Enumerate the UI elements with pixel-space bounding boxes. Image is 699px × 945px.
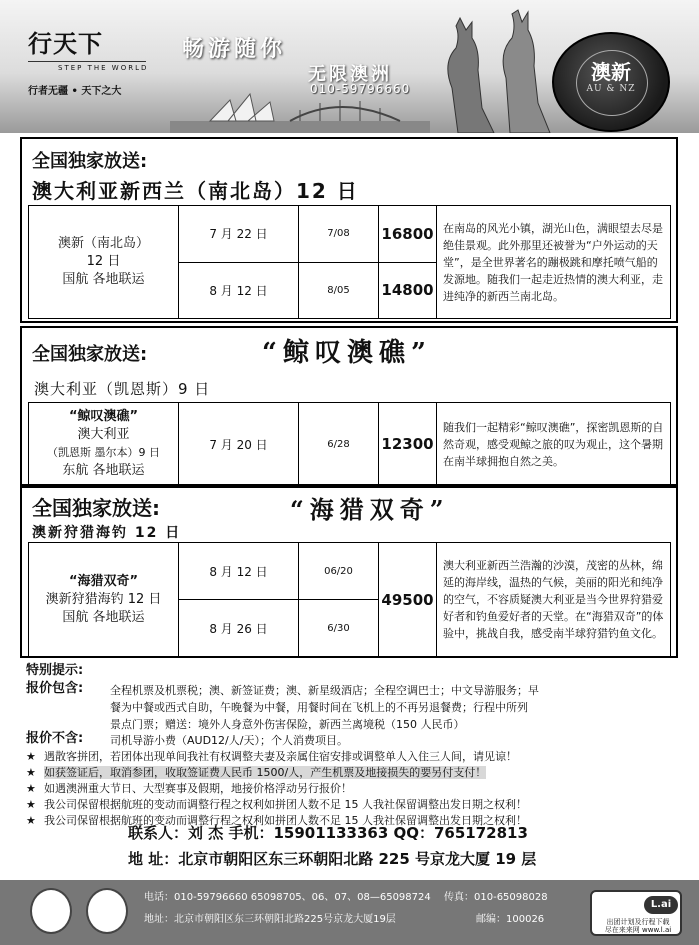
footer-address: 地址：北京市朝阳区东三环朝阳北路225号京龙大厦19层 <box>144 914 396 925</box>
included-line-1: 全程机票及机票税；澳、新签证费；澳、新星级酒店；全程空调巴士；中文导游服务；早 <box>110 684 539 697</box>
footer-phone: 电话：010-59796660 65098705、06、07、08—65098724 <box>144 892 431 903</box>
contact-info: 联系人：刘 杰 手机：15901133363 QQ：765172813 <box>128 824 528 842</box>
section3-table <box>28 542 671 657</box>
kangaroo-icon <box>420 8 570 133</box>
au-nz-seal <box>552 32 670 132</box>
note-item <box>26 764 486 781</box>
description-cell: 澳大利亚新西兰浩瀚的沙漠，茂密的丛林，绵延的海岸线，温热的气候，美丽的阳光和纯净的空气，不容质疑澳大利亚是当今世界狩猎爱好者和钓鱼爱好者的天堂。在“海猎双奇”的体验中，挑战自我，感受南半球狩猎钓鱼文化。 <box>437 543 671 657</box>
star-icon: ★ <box>26 798 36 811</box>
deadline-date: 06/20 <box>299 543 379 600</box>
badge-text: 出团计划及行程下载 尽在来来网 www.l.ai <box>604 918 672 934</box>
deadline-date: 6/28 <box>299 403 379 486</box>
route-name: “鲸叹澳礁” <box>68 409 139 424</box>
section2-title: “鲸叹澳礁” <box>262 338 432 368</box>
route-name: “海猎双奇” <box>68 573 139 589</box>
departure-date: 7 月 22 日 <box>179 206 299 263</box>
departure-date: 8 月 12 日 <box>179 543 299 600</box>
included-line-2: 餐为中餐或西式自助，午晚餐为中餐，用餐时间在飞机上的不再另退餐费；行程中所列 <box>110 701 528 714</box>
table-row <box>29 403 671 486</box>
departure-date: 7 月 20 日 <box>179 403 299 486</box>
section1-table <box>28 205 671 319</box>
note-item <box>26 748 517 765</box>
notes-heading: 特别提示: <box>26 663 84 678</box>
contact-address: 地 址：北京市朝阳区东三环朝阳北路 225 号京龙大厦 19 层 <box>128 850 537 868</box>
route-airline: 国航 各地联运 <box>62 609 145 625</box>
section2-table <box>28 402 671 486</box>
logo-slogan: 行者无疆 • 天下之大 <box>28 86 122 97</box>
star-icon: ★ <box>26 782 36 795</box>
note-text: 如获签证后，取消参团，收取签证费人民币 1500/人，产生机票及地接损失的要另付支付！ <box>44 766 487 779</box>
price-cell: 16800 <box>379 206 437 263</box>
route-cell <box>29 206 179 319</box>
route-name: 澳新（南北岛） <box>57 236 149 251</box>
section3-title: “海猎双奇” <box>290 495 450 524</box>
note-text: 我公司保留根据航班的变动而调整行程之权利如拼团人数不足 15 人我社保留调整出发日期之权利！ <box>44 814 527 827</box>
star-icon: ★ <box>26 766 36 779</box>
excluded-label: 报价不含: <box>26 731 84 746</box>
section3-kicker: 全国独家放送: <box>32 496 160 520</box>
tagline-primary: 畅游随你 <box>182 36 287 62</box>
included-label: 报价包含: <box>26 681 84 696</box>
description-cell: 随我们一起精彩“鲸叹澳礁”，探密凯恩斯的自然奇观，感受观鲸之旅的叹为观止，这个暑期在南半球拥抱自然之美。 <box>437 403 671 486</box>
deadline-date: 8/05 <box>299 262 379 319</box>
route-country: 澳大利亚 <box>77 427 130 442</box>
seal-subtitle: AU & NZ <box>586 84 636 94</box>
route-airline: 国航 各地联运 <box>62 272 145 287</box>
note-text: 我公司保留根据航班的变动而调整行程之权利如拼团人数不足 15 人我社保留调整出发日期之权利！ <box>44 798 527 811</box>
logo-text: 行天下 <box>28 29 103 58</box>
route-days: 澳新狩猎海钓 12 日 <box>45 591 162 607</box>
table-row <box>29 206 671 263</box>
banner-phone: 010-59796660 <box>310 82 411 96</box>
footer-fax: 传真：010-65098028 <box>444 892 548 903</box>
association-logo-icon <box>86 888 128 934</box>
route-cell <box>29 543 179 657</box>
star-icon: ★ <box>26 750 36 763</box>
logo-divider <box>28 61 146 62</box>
included-line-3: 景点门票；赠送：境外人身意外伤害保险，新西兰离境税（150 人民币） <box>110 718 465 731</box>
excluded-line-1: 司机导游小费（AUD12/人/天）；个人消费项目。 <box>110 734 348 747</box>
route-airline: 东航 各地联运 <box>62 463 145 478</box>
footer-bar <box>0 880 699 945</box>
seal-title: 澳新 <box>591 60 631 84</box>
section-hunting-tour <box>20 486 678 658</box>
deadline-date: 7/08 <box>299 206 379 263</box>
route-days: （凯恩斯 墨尔本）9 日 <box>47 446 160 459</box>
route-cell <box>29 403 179 486</box>
note-item <box>26 780 352 797</box>
footer-postcode: 邮编：100026 <box>476 914 545 925</box>
section3-subtitle: 澳新狩猎海钓 12 日 <box>32 525 182 541</box>
section1-kicker: 全国独家放送: <box>32 151 148 172</box>
download-badge[interactable] <box>590 890 682 936</box>
departure-date: 8 月 26 日 <box>179 600 299 657</box>
price-cell: 14800 <box>379 262 437 319</box>
route-days: 12 日 <box>86 254 121 269</box>
price-cell: 12300 <box>379 403 437 486</box>
logo-subtext: STEP THE WORLD <box>58 64 149 72</box>
brand-logo <box>28 24 158 97</box>
price-cell: 49500 <box>379 543 437 657</box>
section-nz-tour <box>20 137 678 323</box>
note-text: 遇散客拼团，若团体出现单间我社有权调整夫妻及亲属住宿安排或调整单人入住三人间，请见谅！ <box>44 750 517 763</box>
description-cell: 在南岛的风光小镇，湖光山色，满眼望去尽是绝佳景观。此外那里还被誉为“户外运动的天堂”，是全世界著名的蹦极跳和摩托喷气船的发源地。随我们一起走近热情的澳大利亚，走进纯净的新西兰南北岛。 <box>437 206 671 319</box>
header-banner <box>0 0 699 133</box>
lai-logo-icon: L.ai <box>644 896 678 914</box>
departure-date: 8 月 12 日 <box>179 262 299 319</box>
section1-title: 澳大利亚新西兰（南北岛）12 日 <box>32 179 359 203</box>
partner-logo-icon <box>30 888 72 934</box>
table-row <box>29 543 671 600</box>
section2-kicker: 全国独家放送: <box>32 344 148 365</box>
deadline-date: 6/30 <box>299 600 379 657</box>
note-item <box>26 796 527 813</box>
note-text: 如遇澳洲重大节日、大型赛事及假期，地接价格浮动另行报价！ <box>44 782 352 795</box>
section2-subtitle: 澳大利亚（凯恩斯）9 日 <box>34 380 211 398</box>
star-icon: ★ <box>26 814 36 827</box>
tagline-secondary: 无限澳洲 <box>308 64 392 85</box>
section-whale-tour <box>20 326 678 486</box>
